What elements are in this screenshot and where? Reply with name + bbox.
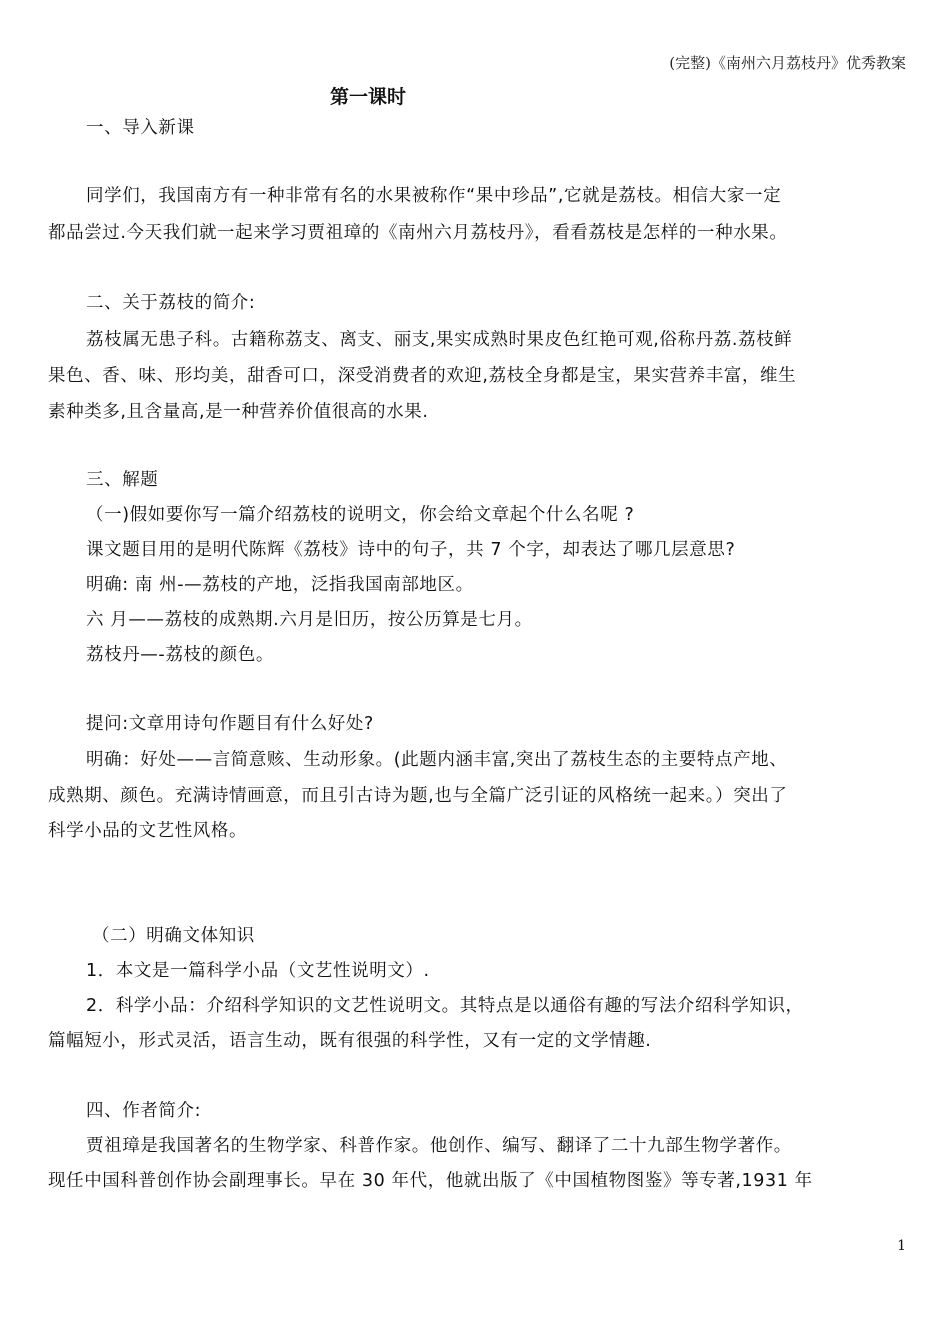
list-item: 1．本文是一篇科学小品（文艺性说明文）. (86, 961, 430, 981)
answer-line: 明确：好处——言简意赅、生动形象。(此题内涵丰富,突出了荔枝生态的主要特点产地、 (86, 750, 788, 770)
section-2-heading: 二、关于荔枝的简介: (86, 293, 256, 313)
page-number: 1 (897, 1238, 906, 1254)
section-3-heading: 三、解题 (86, 470, 159, 490)
answer-line: 明确: 南 州-—荔枝的产地，泛指我国南部地区。 (86, 575, 474, 595)
question-line: （一)假如要你写一篇介绍荔枝的说明文，你会给文章起个什么名呢 ? (86, 505, 635, 525)
answer-line: 成熟期、颜色。充满诗情画意，而且引古诗为题,也与全篇广泛引证的风格统一起来。）突出了 (48, 786, 788, 806)
running-header: (完整)《南州六月荔枝丹》优秀教案 (669, 54, 906, 72)
paragraph-line: 素种类多,且含量高,是一种营养价值很高的水果. (48, 402, 429, 422)
answer-line: 科学小品的文艺性风格。 (48, 821, 248, 841)
paragraph-line: 贾祖璋是我国著名的生物学家、科普作家。他创作、编写、翻译了二十九部生物学著作。 (86, 1136, 792, 1156)
section-1-heading: 一、导入新课 (86, 118, 195, 138)
list-item-continuation: 篇幅短小，形式灵活，语言生动，既有很强的科学性，又有一定的文学情趣. (48, 1031, 652, 1051)
question-line: 课文题目用的是明代陈辉《荔枝》诗中的句子，共 7 个字，却表达了哪几层意思? (86, 540, 736, 560)
question-line: 提问:文章用诗句作题目有什么好处? (86, 714, 374, 734)
section-4-heading: 四、作者简介: (86, 1101, 202, 1121)
paragraph-line: 荔枝属无患子科。古籍称荔支、离支、丽支,果实成熟时果皮色红艳可观,俗称丹荔.荔枝鲜 (86, 330, 793, 350)
paragraph-line: 现任中国科普创作协会副理事长。早在 30 年代，他就出版了《中国植物图鉴》等专著,1931 年 (48, 1171, 813, 1191)
page-title: 第一课时 (330, 86, 407, 108)
list-item: 2．科学小品：介绍科学知识的文艺性说明文。其特点是以通俗有趣的写法介绍科学知识， (86, 996, 804, 1016)
answer-line: 荔枝丹—-荔枝的颜色。 (86, 645, 274, 665)
paragraph-line: 都品尝过.今天我们就一起来学习贾祖璋的《南州六月荔枝丹》，看看荔枝是怎样的一种水果。 (48, 223, 788, 243)
paragraph-line: 果色、香、味、形均美，甜香可口，深受消费者的欢迎,荔枝全身都是宝，果实营养丰富，维生 (48, 366, 797, 386)
subsection-heading: （二）明确文体知识 (92, 926, 255, 946)
answer-line: 六 月——荔枝的成熟期.六月是旧历，按公历算是七月。 (86, 610, 533, 630)
paragraph-line: 同学们，我国南方有一种非常有名的水果被称作“果中珍品”,它就是荔枝。相信大家一定 (86, 186, 782, 206)
